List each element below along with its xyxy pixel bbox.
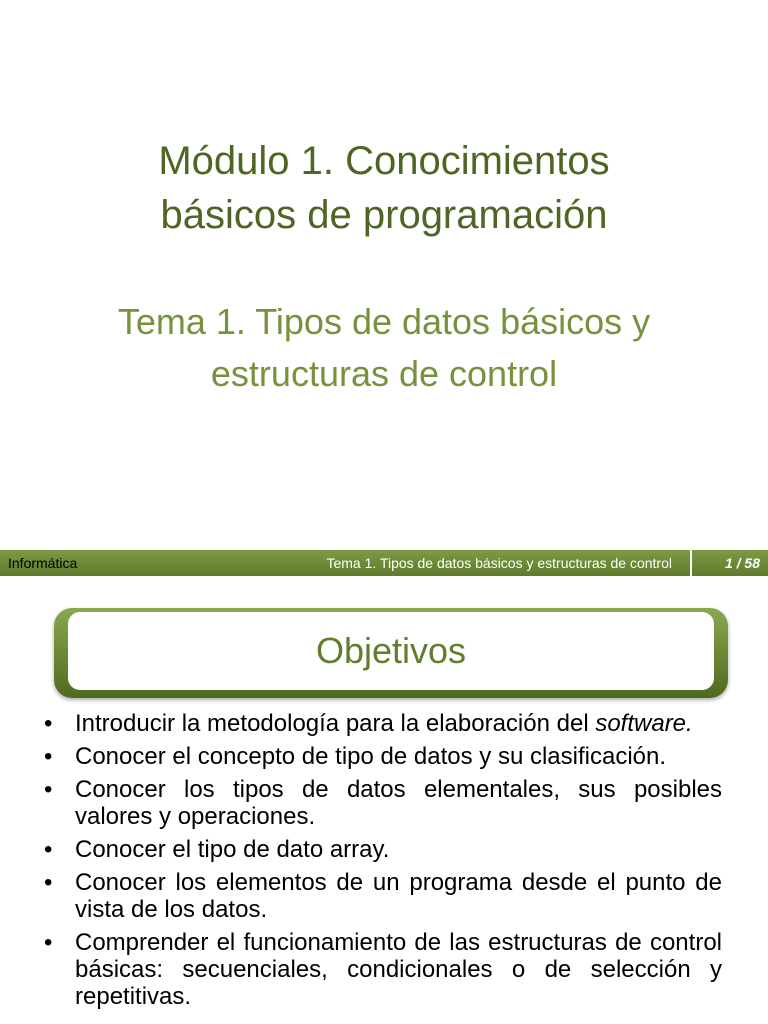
footer-course: Informática xyxy=(8,555,78,571)
footer-page-number: 1 / 58 xyxy=(724,555,760,571)
footer-divider xyxy=(690,550,692,576)
list-item: • Conocer el tipo de dato array. xyxy=(44,836,722,863)
slide-footer xyxy=(0,550,768,576)
list-item: • Conocer los tipos de datos elementales, sus posibles valores y operaciones. xyxy=(44,776,722,830)
list-item: • Introducir la metodología para la elaboración del software. xyxy=(44,710,722,737)
module-title-line1: Módulo 1. Conocimientos xyxy=(158,139,610,183)
topic-subtitle xyxy=(0,296,768,400)
footer-topic: Tema 1. Tipos de datos básicos y estructuras de control xyxy=(326,555,672,571)
topic-subtitle-line2: estructuras de control xyxy=(210,353,558,394)
emphasis-text: software xyxy=(595,710,687,737)
objectives-banner-inner xyxy=(68,612,714,690)
objectives-heading: Objetivos xyxy=(315,630,467,671)
list-item: • Conocer los elementos de un programa desde el punto de vista de los datos. xyxy=(44,869,722,923)
list-item: • Conocer el concepto de tipo de datos y su clasificación. xyxy=(44,743,722,770)
objectives-list xyxy=(44,710,722,1016)
list-item: • Comprender el funcionamiento de las estructuras de control básicas: secuenciales, condicionales o de selección y repetitivas. xyxy=(44,929,722,1010)
objectives-banner xyxy=(54,608,728,698)
topic-subtitle-line1: Tema 1. Tipos de datos básicos y xyxy=(117,301,651,342)
module-title-line2: básicos de programación xyxy=(160,193,608,237)
module-title xyxy=(0,134,768,242)
